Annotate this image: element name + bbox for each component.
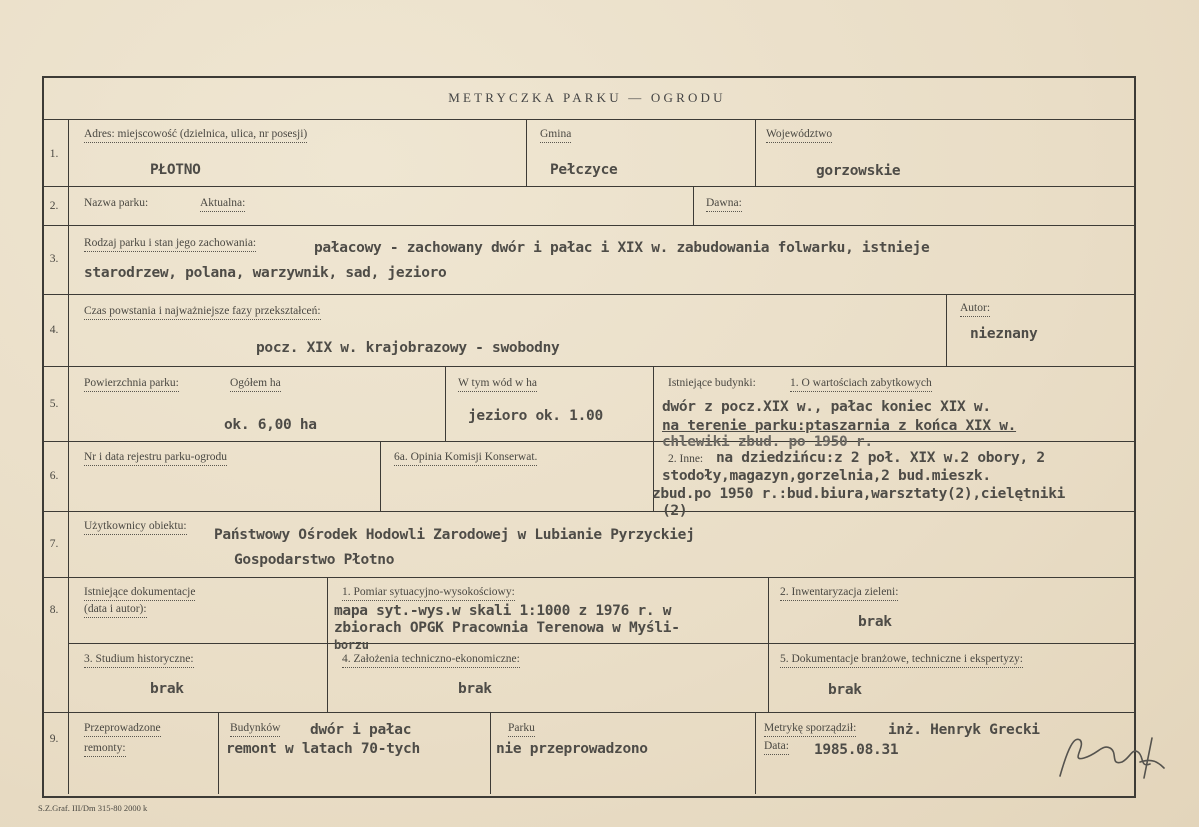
uzytkownicy-line-1: Państwowy Ośrodek Hodowli Zarodowej w Lubianie Pyrzyckiej [214,527,695,543]
pomiar-label: 1. Pomiar sytuacyjno-wysokościowy: [342,586,515,601]
row-number-6: 6. [49,470,59,482]
inwentaryzacja-value: brak [858,614,892,630]
opinia-komisji-label: 6a. Opinia Komisji Konserwat. [394,451,537,466]
dokumentacje-sublabel: (data i autor): [84,603,147,618]
row-divider-6 [42,511,1134,512]
ogolem-label: Ogółem ha [230,377,281,392]
autor-label: Autor: [960,302,990,317]
pomiar-line-1: mapa syt.-wys.w skali 1:1000 z 1976 r. w [334,603,672,619]
wojewodztwo-value: gorzowskie [816,163,901,179]
row-divider-4 [42,366,1134,367]
r8-divider-a [327,577,328,712]
budynki-label: Istniejące budynki: [668,377,756,389]
r6-divider [380,441,381,511]
budynkow-line-2: remont w latach 70-tych [226,741,420,757]
inne-line-4: (2) [662,503,688,519]
parku-label: Parku [508,722,535,737]
studium-label: 3. Studium historyczne: [84,653,194,668]
row-number-9: 9. [49,733,59,745]
row-number-7: 7. [49,538,59,550]
dokumentacje-branzowe-value: brak [828,682,862,698]
gmina-label: Gmina [540,128,571,143]
powierzchnia-label: Powierzchnia parku: [84,377,179,392]
r9-divider-a [218,712,219,794]
row-number-4: 4. [49,324,59,336]
rejestr-label: Nr i data rejestru parku-ogrodu [84,451,227,466]
remonty-label: Przeprowadzone [84,722,161,737]
row-divider-1 [42,186,1134,187]
row-divider-8a [68,643,1134,644]
zalozenia-value: brak [458,681,492,697]
row-divider-5 [42,441,1134,442]
metryke-sporzadzil-label: Metrykę sporządził: [764,722,856,737]
r1-divider-b [755,120,756,186]
remonty-sublabel: remonty: [84,742,126,757]
r4-divider [946,294,947,366]
wod-value: jezioro ok. 1.00 [468,408,603,424]
aktualna-label: Aktualna: [200,197,245,212]
budynki-zabytkowe-line-2: na terenie parku:ptaszarnia z końca XIX w. [662,418,1017,434]
dokumentacje-label: Istniejące dokumentacje [84,586,195,601]
form-title: METRYCZKA PARKU — OGRODU [448,90,726,105]
inne-line-1: na dziedzińcu:z 2 poł. XIX w.2 obory, 2 [716,450,1045,466]
row-number-2: 2. [49,200,59,212]
pomiar-line-2: zbiorach OPGK Pracownia Terenowa w Myśli- [334,620,680,636]
data-label: Data: [764,740,789,755]
uzytkownicy-label: Użytkownicy obiektu: [84,520,187,535]
r2-divider [693,186,694,225]
r9-divider-c [755,712,756,794]
r5-divider-a [445,366,446,441]
metryke-sporzadzil-value: inż. Henryk Grecki [888,722,1040,738]
title-divider [42,119,1134,120]
r8-divider-b [768,577,769,712]
row-number-3: 3. [49,253,59,265]
adres-value: PŁOTNO [150,162,201,178]
powierzchnia-value: ok. 6,00 ha [224,417,317,433]
budynkow-label: Budynków [230,722,280,737]
rodzaj-parku-line-1: pałacowy - zachowany dwór i pałac i XIX w. zabudowania folwarku, istnieje [314,240,930,256]
czas-powstania-label: Czas powstania i najważniejsze fazy przekształceń: [84,305,321,320]
wojewodztwo-label: Województwo [766,128,832,143]
inwentaryzacja-label: 2. Inwentaryzacja zieleni: [780,586,898,601]
rodzaj-parku-line-2: starodrzew, polana, warzywnik, sad, jezioro [84,265,447,281]
number-column-divider [68,120,69,794]
rodzaj-parku-label: Rodzaj parku i stan jego zachowania: [84,237,256,252]
row-divider-2 [42,225,1134,226]
czas-powstania-value: pocz. XIX w. krajobrazowy - swobodny [256,340,560,356]
row-number-5: 5. [49,398,59,410]
inne-label: 2. Inne: [668,453,704,465]
row-number-1: 1. [49,148,59,160]
dawna-label: Dawna: [706,197,742,212]
adres-label: Adres: miejscowość (dzielnica, ulica, nr posesji) [84,128,307,143]
print-footer: S.Z.Graf. III/Dm 315-80 2000 k [38,803,148,813]
handwritten-signature [1040,718,1180,788]
zalozenia-label: 4. Założenia techniczno-ekonomiczne: [342,653,520,668]
data-value: 1985.08.31 [814,742,899,758]
gmina-value: Pełczyce [550,162,618,178]
r1-divider-a [526,120,527,186]
autor-value: nieznany [970,326,1038,342]
form-frame [42,76,1136,798]
dokumentacje-branzowe-label: 5. Dokumentacje branżowe, techniczne i ekspertyzy: [780,653,1023,668]
studium-value: brak [150,681,184,697]
budynkow-line-1: dwór i pałac [310,722,412,738]
parku-value: nie przeprowadzono [496,741,648,757]
nazwa-parku-label: Nazwa parku: [84,197,149,209]
r9-divider-b [490,712,491,794]
wod-label: W tym wód w ha [458,377,537,392]
pomiar-line-3: borzu [334,638,369,652]
inne-line-2: stodoły,magazyn,gorzelnia,2 bud.mieszk. [662,468,991,484]
budynki-zabytkowe-label: 1. O wartościach zabytkowych [790,377,932,392]
row-number-8: 8. [49,604,59,616]
budynki-zabytkowe-line-3: chlewiki zbud. po 1950 r. [662,434,873,450]
row-divider-7 [42,577,1134,578]
uzytkownicy-line-2: Gospodarstwo Płotno [234,552,395,568]
budynki-zabytkowe-line-1: dwór z pocz.XIX w., pałac koniec XIX w. [662,399,991,415]
row-divider-3 [42,294,1134,295]
row-divider-8 [42,712,1134,713]
inne-line-3: zbud.po 1950 r.:bud.biura,warsztaty(2),cielętniki [652,486,1066,502]
